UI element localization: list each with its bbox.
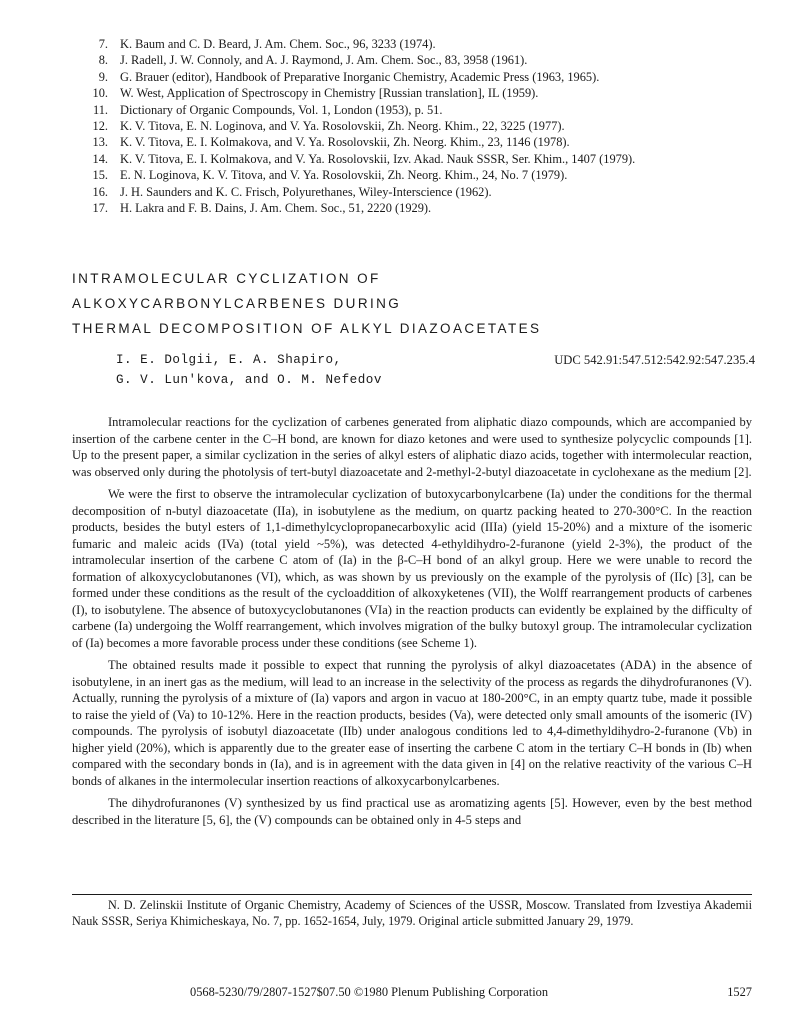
reference-item — [72, 167, 752, 183]
author-list — [116, 350, 382, 390]
reference-text: K. V. Titova, E. I. Kolmakova, and V. Ya. Rosolovskii, Izv. Akad. Nauk SSSR, Ser. Khim., 1407 (1979). — [120, 151, 636, 166]
reference-text: K. V. Titova, E. I. Kolmakova, and V. Ya. Rosolovskii, Zh. Neorg. Khim., 23, 1146 (1978). — [120, 135, 570, 150]
copyright-line: 0568-5230/79/2807-1527$07.50 ©1980 Plenum Publishing Corporation — [190, 985, 549, 999]
body-paragraph: We were the first to observe the intramolecular cyclization of butoxycarbonylcarbene (Ia) under the conditions for the thermal decomposition of n-butyl diazoacetate (IIa), in isobutylene as the medium, on quartz packing heated to 270-300°C. In the reaction products, besides the butyl esters of 1,1-dimethylcyclopropanecarboxylic acid (IIIa) (yield 15-20%) and a mixture of the isomeric fumaric and maleic acids (IVa) (total yield ~5%), was detected 4-ethyldihydro-2-furanone (yield 2-3%), the product of the intramolecular insertion of the carbene C atom of (Ia) in the β-C–H bond of an alkyl group. Here we were unable to record the formation of alkoxycyclobutanones (VI), which, as was shown by us previously on the example of the pyrolysis of (IIc) [3], can be formed under these conditions as the result of the cycloaddition of alkoxyketenes (VII), the Wolff rearrangement products of carbenes (I), to isobutylene. The absence of butoxycyclobutanones (VIa) in the reaction products can evidently be explained by the difficulty of carbene (Ia) undergoing the Wolff rearrangement, which involves migration of the bulky butoxyl group. The intramolecular cyclization of (Ia) becomes a more favorable process under these conditions (see Scheme 1). — [72, 487, 752, 650]
reference-text: G. Brauer (editor), Handbook of Preparative Inorganic Chemistry, Academic Press (1963, 1965). — [120, 69, 600, 84]
reference-text: Dictionary of Organic Compounds, Vol. 1, London (1953), p. 51. — [120, 102, 443, 117]
reference-number: 14. — [92, 151, 108, 166]
reference-number: 15. — [92, 168, 108, 183]
author-line: G. V. Lun'kova, and O. M. Nefedov — [116, 373, 382, 387]
reference-item — [72, 184, 752, 200]
body-paragraph: Intramolecular reactions for the cyclization of carbenes generated from aliphatic diazo compounds, which are accompanied by insertion of the carbene center in the C–H bond, are known for diazo ketones and were used to synthesize polycyclic compounds [1]. Up to the present paper, a similar cyclization in the series of alkyl esters of aliphatic diazo acids, together with intermolecular reaction, was observed only during the photolysis of tert-butyl diazoacetate and 2-methyl-2-butyl diazoacetate in cyclohexane as the medium [2]. — [72, 415, 752, 479]
reference-number: 12. — [92, 119, 108, 134]
reference-item — [72, 85, 752, 101]
body-paragraph: The dihydrofuranones (V) synthesized by us find practical use as aromatizing agents [5]. However, even by the best method described in the literature [5, 6], the (V) compounds can be obtained only in 4-5 steps and — [72, 796, 752, 827]
reference-text: K. Baum and C. D. Beard, J. Am. Chem. Soc., 96, 3233 (1974). — [120, 37, 436, 51]
footnote-divider — [72, 894, 752, 895]
reference-item — [72, 151, 752, 167]
reference-list — [72, 36, 752, 216]
reference-item — [72, 36, 752, 52]
reference-text: J. Radell, J. W. Connoly, and A. J. Raymond, J. Am. Chem. Soc., 83, 3958 (1961). — [120, 53, 528, 68]
reference-item — [72, 102, 752, 118]
reference-number: 8. — [98, 53, 108, 68]
reference-item — [72, 69, 752, 85]
reference-text: W. West, Application of Spectroscopy in Chemistry [Russian translation], IL (1959). — [120, 86, 539, 101]
reference-number: 16. — [92, 184, 108, 199]
reference-number: 11. — [92, 102, 108, 117]
article-title — [72, 266, 752, 341]
reference-text: K. V. Titova, E. N. Loginova, and V. Ya. Rosolovskii, Zh. Neorg. Khim., 22, 3225 (1977). — [120, 119, 565, 134]
reference-item — [72, 52, 752, 68]
reference-item — [72, 134, 752, 150]
reference-text: E. N. Loginova, K. V. Titova, and V. Ya. Rosolovskii, Zh. Neorg. Khim., 24, No. 7 (1979). — [120, 168, 568, 183]
footnote-text: N. D. Zelinskii Institute of Organic Chemistry, Academy of Sciences of the USSR, Moscow. Translated from Izvestiya Akademii Nauk SSSR, Seriya Khimicheskaya, No. 7, pp. 1652-1654, July, 1979. Original article submitted January 29, 1979. — [72, 898, 752, 928]
body-paragraph: The obtained results made it possible to expect that running the pyrolysis of alkyl diazoacetates (ADA) in the absence of isobutylene, in an inert gas as the medium, will lead to an increase in the selectivity of the process as regards the dihydrofuranones (V). Actually, running the pyrolysis of a mixture of (Ia) vapors and argon in vacuo at 180-200°C, in an empty quartz tube, made it possible to raise the yield of (Va) to 10-12%. Here in the reaction products, besides (Va), were detected only small amounts of the isomeric (IV) compounds. The pyrolysis of isobutyl diazoacetate (IIb) under analogous conditions led to 4,4-dimethyldihydro-2-furanone (Vb) in higher yield (20%), which is apparently due to the greater ease of inserting the carbene C atom in the tertiary C–H bonds in (Ib) when compared with the secondary bonds in (Ia), and is in agreement with the data given in [4] on the relative reactivity of the various C–H bonds of alkanes in the intermolecular insertion reactions of alkoxycarbonylcarbenes. — [72, 658, 752, 788]
reference-number: 9. — [98, 69, 108, 84]
page-number: 1527 — [727, 985, 752, 999]
footnote — [72, 898, 752, 930]
reference-item — [72, 200, 752, 216]
reference-text: H. Lakra and F. B. Dains, J. Am. Chem. Soc., 51, 2220 (1929). — [120, 201, 432, 216]
reference-number: 10. — [92, 86, 108, 101]
reference-number: 17. — [92, 201, 108, 216]
reference-text: J. H. Saunders and K. C. Frisch, Polyurethanes, Wiley-Interscience (1962). — [120, 184, 492, 199]
udc-code: UDC 542.91:547.512:542.92:547.235.4 — [554, 353, 755, 367]
title-line: THERMAL DECOMPOSITION OF ALKYL DIAZOACETATES — [72, 321, 542, 336]
title-line: ALKOXYCARBONYLCARBENES DURING — [72, 296, 402, 311]
title-line: INTRAMOLECULAR CYCLIZATION OF — [72, 271, 381, 286]
reference-number: 7. — [98, 37, 108, 51]
article-body — [72, 414, 752, 834]
reference-number: 13. — [92, 135, 108, 150]
reference-item — [72, 118, 752, 134]
author-line: I. E. Dolgii, E. A. Shapiro, — [116, 353, 342, 367]
